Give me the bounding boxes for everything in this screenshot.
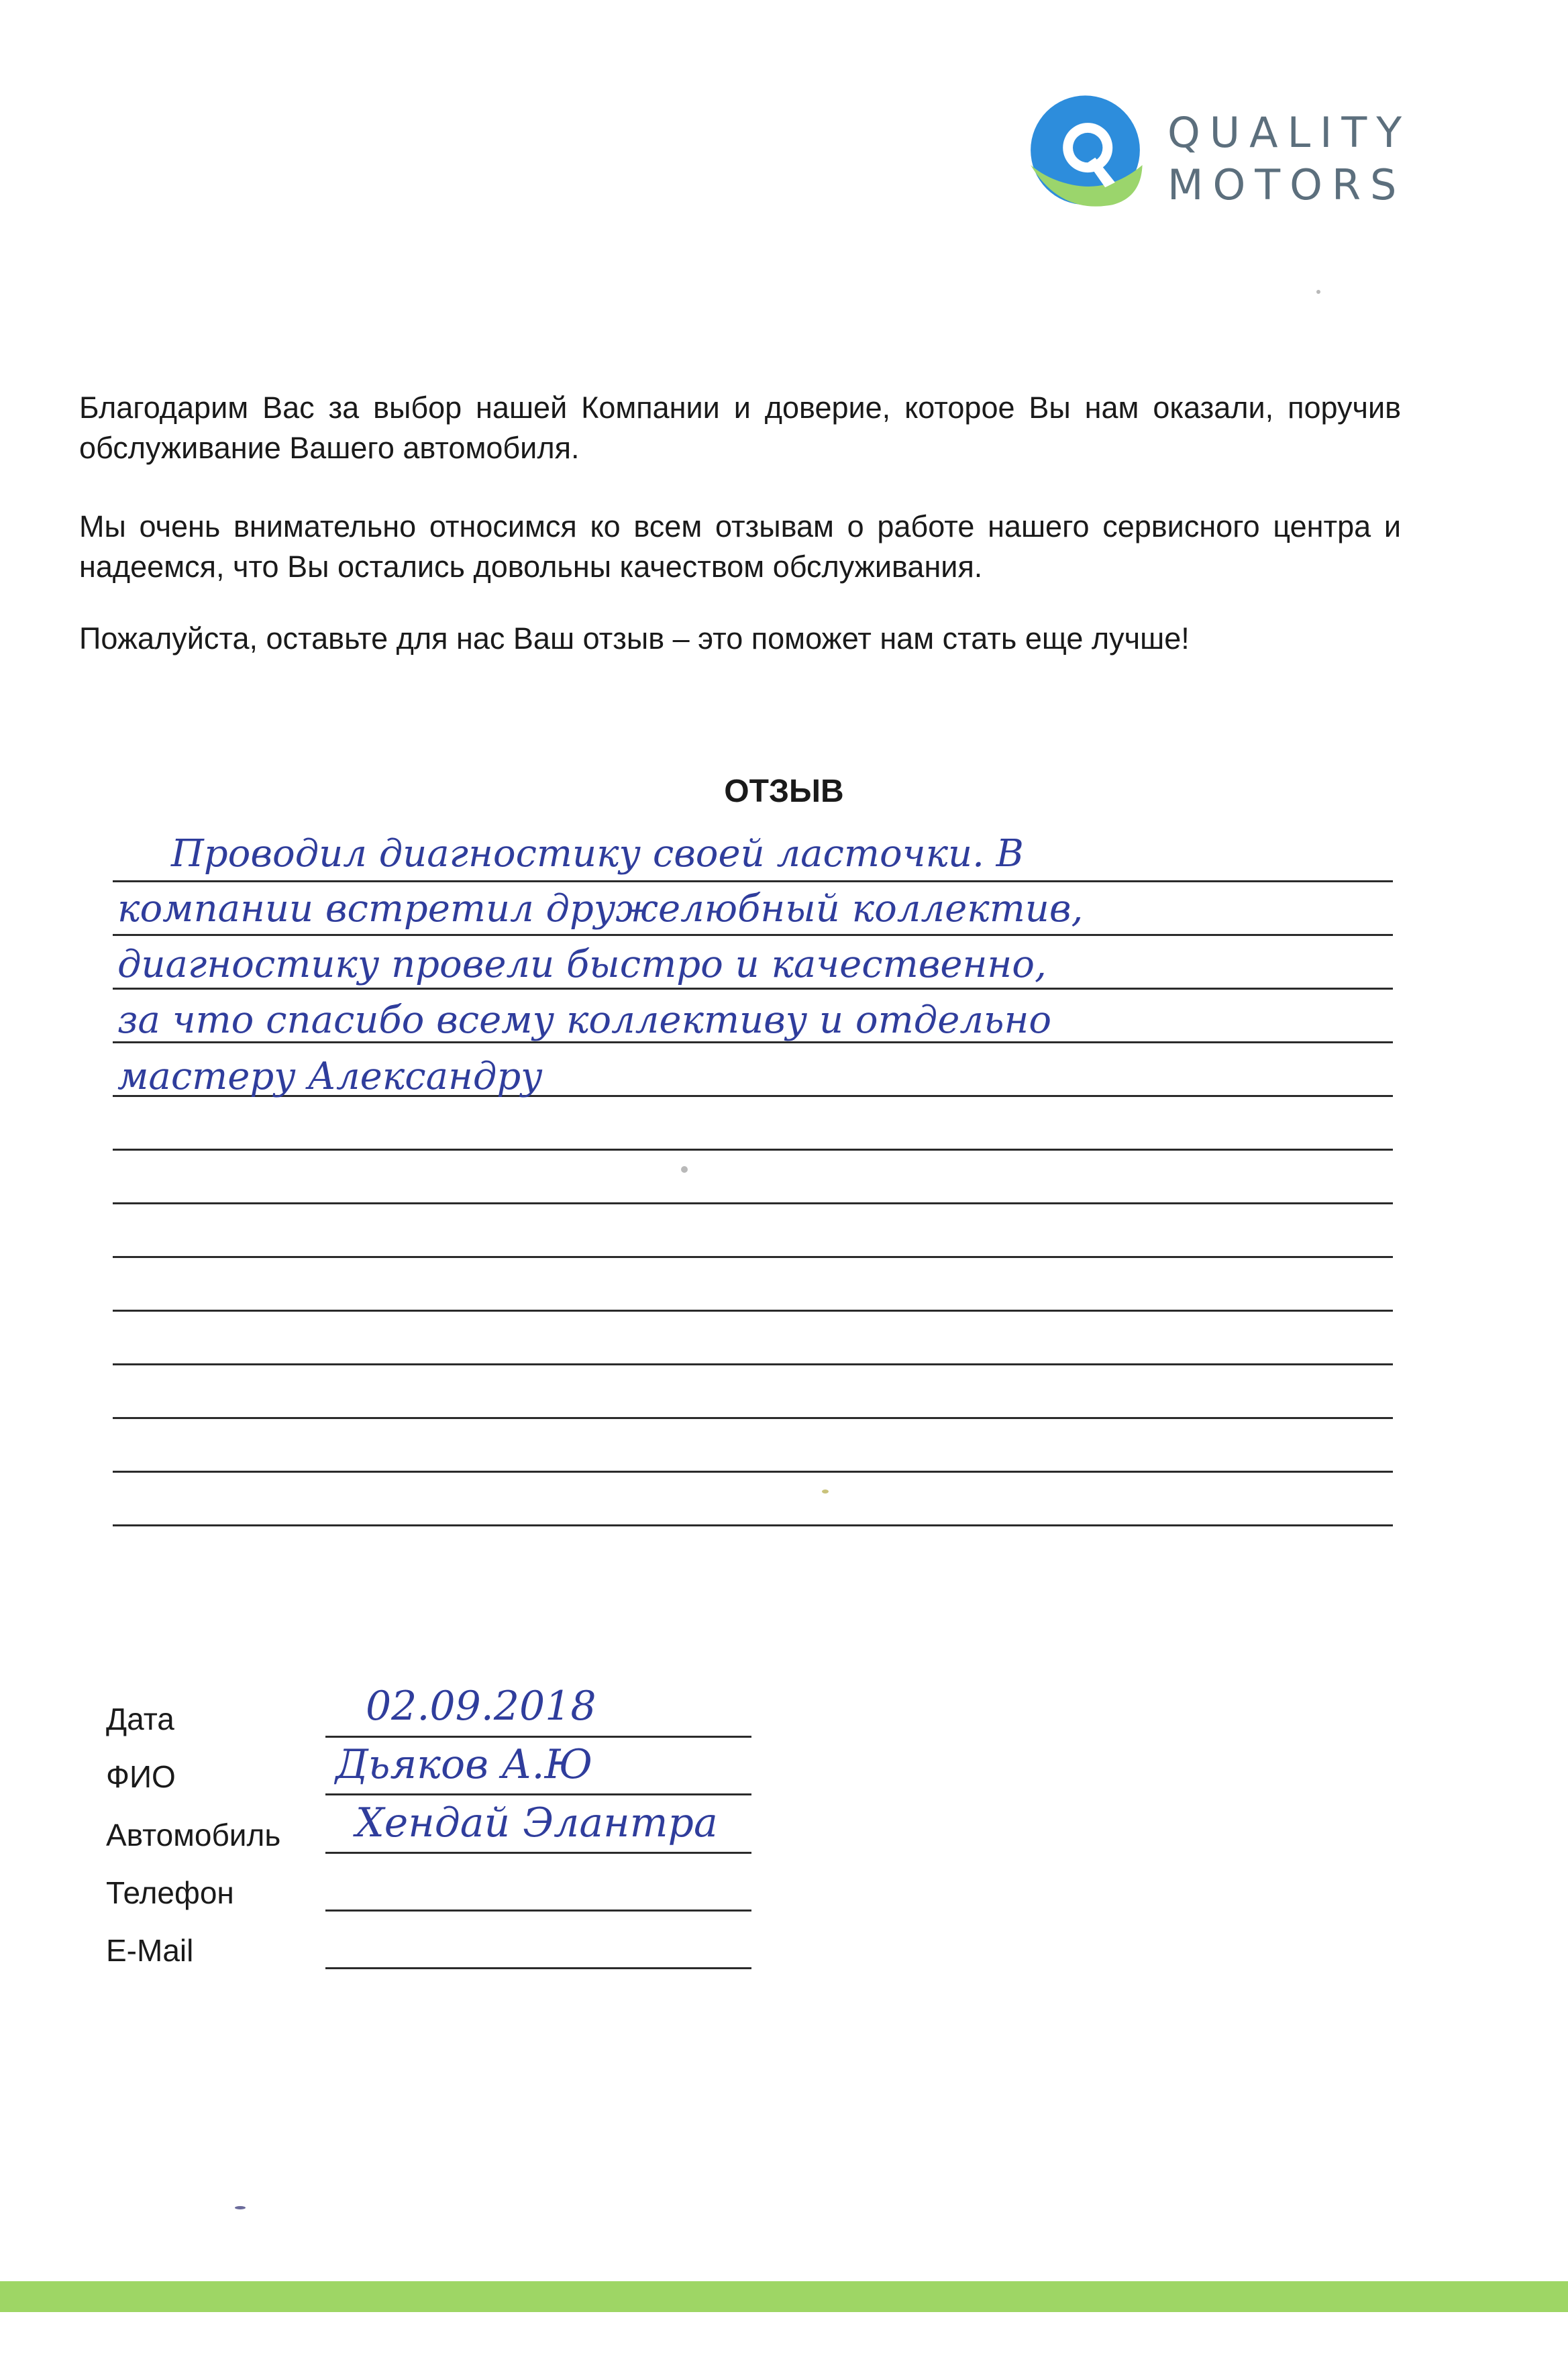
car-value: Хендай Элантра: [356, 1799, 718, 1846]
review-rule-line: [113, 1097, 1393, 1151]
date-value: 02.09.2018: [366, 1683, 596, 1730]
review-handwritten-line-4: за что спасибо всему коллективу и отдельно: [117, 998, 1052, 1042]
review-rule-line: [113, 1312, 1393, 1365]
review-rule-line: [113, 1419, 1393, 1473]
scan-speck: [681, 1166, 688, 1173]
scan-speck: [1316, 290, 1320, 294]
review-handwritten-line-3: диагностику провели быстро и качественно,: [117, 943, 1047, 986]
review-handwritten-line-1: Проводил диагностику своей ласточки. В: [171, 832, 1024, 876]
phone-label: Телефон: [106, 1875, 234, 1910]
intro-paragraph-2: Мы очень внимательно относимся ко всем отзывам о работе нашего сервисного центра и надеемся, что Вы остались довольны качеством обслуживания.: [79, 509, 1401, 584]
quality-motors-logo-icon: [1023, 91, 1147, 215]
intro-paragraph-3: Пожалуйста, оставьте для нас Ваш отзыв – это поможет нам стать еще лучше!: [79, 621, 1190, 656]
review-rule-line: [113, 1204, 1393, 1258]
logo-line1: QUALITY: [1167, 108, 1412, 157]
review-title: ОТЗЫВ: [724, 774, 844, 809]
company-logo: [1023, 91, 1412, 225]
review-handwritten-line-5: мастеру Александру: [117, 1055, 543, 1098]
review-ruled-area: [113, 829, 1393, 1526]
name-label: ФИО: [106, 1759, 176, 1794]
email-label: E-Mail: [106, 1933, 194, 1968]
date-label: Дата: [106, 1702, 174, 1736]
car-label: Автомобиль: [106, 1818, 281, 1852]
intro-paragraph-1: Благодарим Вас за выбор нашей Компании и доверие, которое Вы нам оказали, поручив обслуживание Вашего автомобиля.: [79, 390, 1401, 465]
scan-speck: [822, 1489, 829, 1494]
logo-line2: MOTORS: [1167, 160, 1406, 209]
phone-field[interactable]: [325, 1875, 751, 1912]
name-value: Дьяков А.Ю: [335, 1741, 593, 1788]
review-rule-line: [113, 1151, 1393, 1204]
scan-speck: [235, 2206, 246, 2209]
review-rule-line: [113, 1258, 1393, 1312]
logo-wordmark: [1167, 107, 1411, 211]
review-rule-line: [113, 1473, 1393, 1526]
bottom-brand-bar: [0, 2281, 1568, 2312]
email-field[interactable]: [325, 1932, 751, 1969]
review-rule-line: [113, 1365, 1393, 1419]
review-handwritten-line-2: компании встретил дружелюбный коллектив,: [117, 887, 1084, 931]
